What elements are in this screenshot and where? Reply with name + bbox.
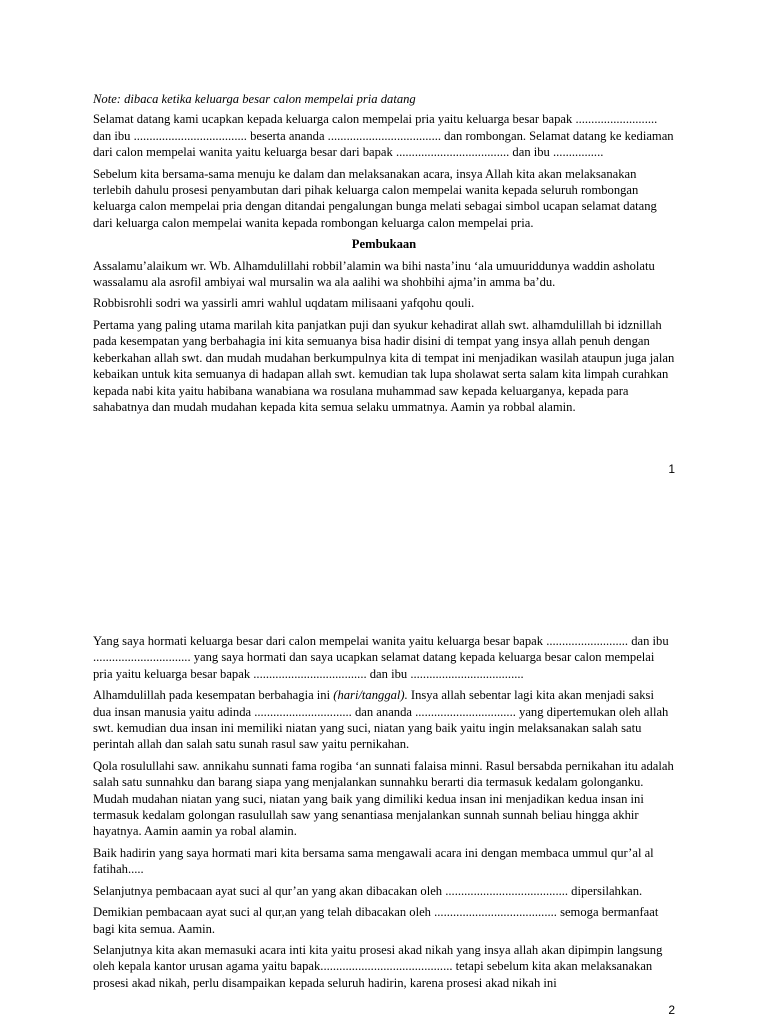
page-1-body: [93, 91, 675, 420]
document-page-2: [0, 560, 768, 1024]
page-number: 2: [668, 1003, 675, 1017]
quran-closing-paragraph: Demikian pembacaan ayat suci al qur,an yang telah dibacakan oleh ....................................... semoga bermanfaat bagi kita semua. Aamin.: [93, 905, 659, 936]
page-2-body: [93, 633, 675, 996]
greeting-paragraph: Yang saya hormati keluarga besar dari calon mempelai wanita yaitu keluarga besar bapak .......................... dan ibu ............................... yang saya hormati dan saya ucapkan selamat datang kepada keluarga besar calon mempelai pria yaitu keluarga besar bapak .................................... dan ibu ....................................: [93, 634, 669, 681]
akad-nikah-paragraph: Selanjutnya kita akan memasuki acara inti kita yaitu prosesi akad nikah yang insya allah akan dipimpin langsung oleh kepala kantor urusan agama yaitu bapak.......................................... tetapi sebelum kita akan melaksanakan prosesi akad nikah, perlu disampaikan kepada seluruh hadirin, karena prosesi akad nikah ini: [93, 942, 663, 990]
quran-reading-paragraph: Selanjutnya pembacaan ayat suci al qur’an yang akan dibacakan oleh ....................................... dipersilahkan.: [93, 883, 643, 898]
doa-paragraph: Robbisrohli sodri wa yassirli amri wahlul uqdatam milisaani yafqohu qouli.: [93, 296, 475, 311]
opening-paragraph: Pertama yang paling utama marilah kita panjatkan puji dan syukur kehadirat allah swt. alhamdulillah bi idznillah pada kesempatan yang berbahagia ini kita semuanya bisa hadir disini di tempat yang insya allah penuh dengan keberkahan allah swt. dan mudah mudahan berkumpulnya kita di tempat ini menjadikan wasilah ataupun juga jalan kebaikan untuk kita semuanya di hadapan allah swt. kemudian tak lupa sholawat serta salam kita limpah curahkan kepada nabi kita yaitu habibana wanabiana wa rosulana muhammad saw kepada keluarganya, kepada para sahabatnya dan mudah mudahan kepada kita semua selaku ummatnya. Aamin ya robbal alamin.: [93, 317, 675, 414]
welcome-paragraph: Selamat datang kami ucapkan kepada keluarga calon mempelai pria yaitu keluarga besar bapak .......................... dan ibu .................................... beserta ananda .................................... dan rombongan. Selamat datang ke kediaman dari calon mempelai wanita yaitu keluarga besar dari bapak .................................... dan ibu ................: [93, 112, 674, 160]
section-heading-pembukaan: Pembukaan: [351, 237, 417, 252]
salam-paragraph: Assalamu’alaikum wr. Wb. Alhamdulillahi robbil’alamin wa bihi nasta’inu ‘ala umuuriddunya waddin asholatu wassalamu ala asrofil ambiyai wal mursalin wa ala aalihi wa shohbihi ajma’in amma ba’du.: [93, 258, 655, 290]
hadith-paragraph: Qola rosulullahi saw. annikahu sunnati fama rogiba ‘an sunnati falaisa minni. Rasul bersabda pernikahan itu adalah salah satu sunnahku dan barang siapa yang menjalankan sunnahku berarti dia termasuk kedalam golonganku. Mudah mudahan niatan yang suci, niatan yang baik yang dimiliki kedua insan ini menjadikan kedua insan ini termasuk kedalam golongan rasulullah saw yang senantiasa menjalankan sunnah sunnah beliau hingga akhir hayatnya. Aamin aamin ya robal alamin.: [93, 758, 674, 839]
fatihah-paragraph: Baik hadirin yang saya hormati mari kita bersama sama mengawali acara ini dengan membaca ummul qur’al al fatihah.....: [93, 845, 654, 877]
occasion-paragraph: [93, 687, 675, 753]
date-placeholder: (hari/tanggal).: [333, 688, 408, 703]
reception-paragraph: Sebelum kita bersama-sama menuju ke dalam dan melaksanakan acara, insya Allah kita akan melaksanakan terlebih dahulu prosesi penyambutan dari pihak keluarga calon mempelai wanita kepada seluruh rombongan keluarga calon mempelai pria dengan ditandai pengalungan bunga melati sebagai simbol ucapan selamat datang dari keluarga calon mempelai wanita kepada rombongan keluarga calon mempelai pria.: [93, 166, 657, 230]
note-line: Note: dibaca ketika keluarga besar calon mempelai pria datang: [93, 92, 416, 106]
page-number: 1: [668, 462, 675, 476]
occasion-text-start: Alhamdulillah pada kesempatan berbahagia ini: [93, 688, 334, 703]
occasion-text-end: Insya allah sebentar lagi kita akan menjadi saksi dua insan manusia yaitu adinda ............................... dan ananda ................................ yang dipertemukan oleh allah swt. kemudian dua insan ini memiliki niatan yang suci, niatan yang baik yaitu ingin melaksanakan salah satu perintah allah dan salah satu sunah rasul saw yaitu pernikahan.: [93, 688, 669, 752]
